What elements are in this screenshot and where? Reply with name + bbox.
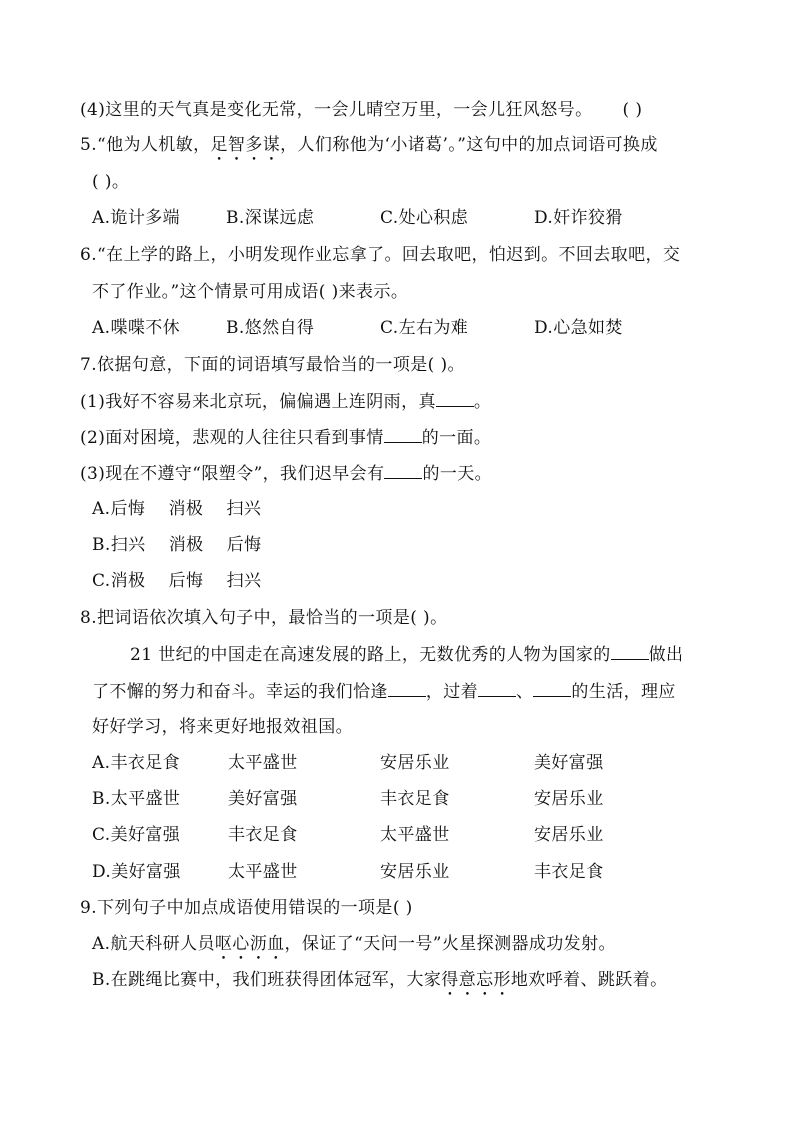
q8-option-c-4: 安居乐业 xyxy=(534,825,604,845)
fill-blank xyxy=(384,426,422,443)
q8-option-a-3: 安居乐业 xyxy=(380,753,450,773)
q8-option-a-1: A.丰衣足食 xyxy=(92,753,181,773)
q6-option-d: D.心急如焚 xyxy=(534,318,623,338)
q8-option-c-3: 太平盛世 xyxy=(380,825,450,845)
dotted-word: 得意忘形 xyxy=(441,970,511,990)
q4-item-4: (4)这里的天气真是变化无常，一会儿晴空万里，一会儿狂风怒号。 ( ) xyxy=(80,100,643,120)
dotted-word: 足智多谋 xyxy=(210,135,281,155)
q8-option-d-1: D.美好富强 xyxy=(92,862,181,882)
fill-blank xyxy=(533,680,571,697)
q5-option-c: C.处心积虑 xyxy=(380,208,469,228)
q7-sentence-2: (2)面对困境，悲观的人往往只看到事情 的一面。 xyxy=(80,428,492,448)
q9-stem: 9.下列句子中加点成语使用错误的一项是( ) xyxy=(80,898,413,918)
q8-passage-line2: 了不懈的努力和奋斗。幸运的我们恰逢 ，过着 、 的生活，理应 xyxy=(92,682,676,702)
q8-option-d-4: 丰衣足食 xyxy=(534,862,604,882)
q9-option-b: B.在跳绳比赛中，我们班获得团体冠军，大家得意忘形地欢呼着、跳跃着。 xyxy=(92,970,668,990)
q8-passage-line1: 21 世纪的中国走在高速发展的路上，无数优秀的人物为国家的 做出 xyxy=(130,645,684,665)
fill-blank xyxy=(388,680,426,697)
q8-option-b-1: B.太平盛世 xyxy=(92,789,181,809)
q8-option-a-4: 美好富强 xyxy=(534,753,604,773)
q7-option-a: A.后悔 消极 扫兴 xyxy=(92,499,262,519)
q8-passage-line3: 好好学习，将来更好地报效祖国。 xyxy=(92,717,353,737)
q6-stem-line1: 6.“在上学的路上，小明发现作业忘拿了。回去取吧，怕迟到。不回去取吧，交 xyxy=(80,245,681,265)
q9-option-a: A.航天科研人员呕心沥血，保证了“天问一号”火星探测器成功发射。 xyxy=(92,934,616,954)
q8-stem: 8.把词语依次填入句子中，最恰当的一项是( )。 xyxy=(80,608,448,628)
q5-stem-line2: ( )。 xyxy=(92,172,130,192)
fill-blank xyxy=(611,643,649,660)
q8-option-b-2: 美好富强 xyxy=(228,789,298,809)
q8-option-b-3: 丰衣足食 xyxy=(380,789,450,809)
q7-sentence-1: (1)我好不容易来北京玩，偏偏遇上连阴雨，真 。 xyxy=(80,392,492,412)
dotted-word: 呕心沥血 xyxy=(214,934,285,954)
q5-option-b: B.深谋远虑 xyxy=(226,208,315,228)
fill-blank xyxy=(478,680,516,697)
q8-option-d-2: 太平盛世 xyxy=(228,862,298,882)
q7-stem: 7.依据句意，下面的词语填写最恰当的一项是( )。 xyxy=(80,355,465,375)
q6-stem-line2: 不了作业。”这个情景可用成语( )来表示。 xyxy=(92,282,409,302)
q7-sentence-3: (3)现在不遵守“限塑令”，我们迟早会有 的一天。 xyxy=(80,464,493,484)
q8-option-d-3: 安居乐业 xyxy=(380,862,450,882)
q8-option-c-2: 丰衣足食 xyxy=(228,825,298,845)
q6-option-b: B.悠然自得 xyxy=(226,318,315,338)
fill-blank xyxy=(384,462,422,479)
q6-option-c: C.左右为难 xyxy=(380,318,469,338)
q5-option-a: A.诡计多端 xyxy=(92,208,181,228)
fill-blank xyxy=(436,390,474,407)
q5-option-d: D.奸诈狡猾 xyxy=(534,208,623,228)
q6-option-a: A.喋喋不休 xyxy=(92,318,181,338)
answer-paren: ( ) xyxy=(622,100,643,120)
q8-option-a-2: 太平盛世 xyxy=(228,753,298,773)
q7-option-b: B.扫兴 消极 后悔 xyxy=(92,535,262,555)
q7-option-c: C.消极 后悔 扫兴 xyxy=(92,571,262,591)
q8-option-b-4: 安居乐业 xyxy=(534,789,604,809)
q8-option-c-1: C.美好富强 xyxy=(92,825,181,845)
q5-stem-line1: 5.“他为人机敏，足智多谋，人们称他为‘小诸葛’。”这句中的加点词语可换成 xyxy=(80,135,658,155)
